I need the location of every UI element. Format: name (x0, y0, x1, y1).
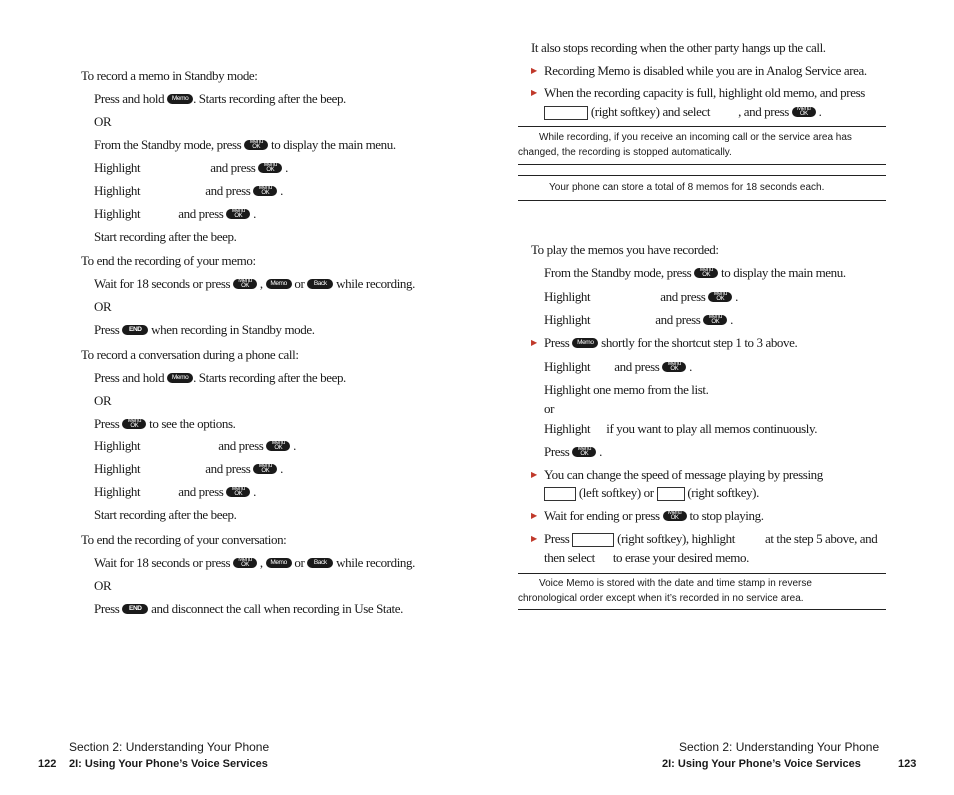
menu-ok-key-icon: Menu OK (662, 362, 686, 372)
menu-ok-key-icon: Menu OK (708, 292, 732, 302)
tip-line: Press Memo shortly for the shortcut step 1 to 3 above. (544, 335, 798, 350)
menu-ok-key-icon: Menu OK (226, 209, 250, 219)
softkey-label-box (544, 487, 576, 501)
note-divider (518, 164, 886, 165)
back-key-icon: Back (307, 558, 333, 568)
instruction-heading: To record a memo in Standby mode: (81, 68, 258, 83)
bullet-arrow-icon: ▶ (531, 338, 538, 347)
note-divider (518, 126, 886, 127)
tip-line: then select to erase your desired memo. (544, 550, 749, 565)
instruction-heading: To play the memos you have recorded: (531, 242, 719, 257)
step-line: From the Standby mode, press Menu OK to display the main menu. (94, 137, 396, 152)
menu-ok-key-icon: Menu OK (572, 447, 596, 457)
tip-line: (left softkey) or (right softkey). (544, 485, 759, 501)
page-number: 122 (38, 758, 57, 770)
menu-ok-key-icon: Menu OK (694, 268, 718, 278)
or-label: OR (94, 578, 112, 593)
note-text: While recording, if you receive an incoming call or the service area has (539, 132, 852, 143)
or-label: OR (94, 299, 112, 314)
step-line: Wait for 18 seconds or press Menu OK , Memo or Back while recording. (94, 555, 415, 570)
or-label: OR (94, 393, 112, 408)
footer-chapter: 2I: Using Your Phone’s Voice Services (662, 758, 861, 770)
tip-line: You can change the speed of message playing by pressing (544, 467, 823, 482)
footer-chapter: 2I: Using Your Phone’s Voice Services (69, 758, 268, 770)
bullet-arrow-icon: ▶ (531, 470, 538, 479)
memo-key-icon: Memo (572, 338, 598, 348)
step-line: Press END when recording in Standby mode. (94, 322, 315, 337)
tip-line: (right softkey) and select , and press Menu OK . (544, 104, 821, 120)
step-line: Start recording after the beep. (94, 507, 237, 522)
menu-ok-key-icon: Menu OK (792, 107, 816, 117)
note-divider (518, 175, 886, 176)
step-line: Highlight and press Menu OK . (94, 438, 296, 453)
note-text: Voice Memo is stored with the date and time stamp in reverse (539, 578, 812, 589)
menu-ok-key-icon: Menu OK (122, 419, 146, 429)
tip-line: Press (right softkey), highlight at the step 5 above, and (544, 531, 878, 546)
note-text: Your phone can store a total of 8 memos for 18 seconds each. (549, 182, 825, 193)
bullet-arrow-icon: ▶ (531, 511, 538, 520)
footer-section: Section 2: Understanding Your Phone (679, 740, 880, 754)
step-line: Highlight and press Menu OK . (94, 160, 288, 175)
step-line: Highlight and press Menu OK . (94, 461, 283, 476)
step-line: Highlight if you want to play all memos continuously. (544, 421, 818, 436)
softkey-label-box (572, 533, 614, 547)
menu-ok-key-icon: Menu OK (226, 487, 250, 497)
note-text: chronological order except when it’s recorded in no service area. (518, 593, 804, 604)
footer-section: Section 2: Understanding Your Phone (69, 740, 270, 754)
softkey-label-box (544, 106, 588, 120)
menu-ok-key-icon: Menu OK (703, 315, 727, 325)
menu-ok-key-icon: Menu OK (253, 186, 277, 196)
menu-ok-key-icon: Menu OK (266, 441, 290, 451)
menu-ok-key-icon: Menu OK (253, 464, 277, 474)
step-line: Highlight one memo from the list. (544, 382, 709, 397)
step-line: Wait for 18 seconds or press Menu OK , Memo or Back while recording. (94, 276, 415, 291)
memo-key-icon: Memo (167, 94, 193, 104)
tip-line: When the recording capacity is full, highlight old memo, and press (544, 85, 865, 100)
step-line: Highlight and press Menu OK . (544, 289, 738, 304)
instruction-heading: To record a conversation during a phone call: (81, 347, 299, 362)
menu-ok-key-icon: Menu OK (233, 558, 257, 568)
step-line: Press and hold Memo . Starts recording after the beep. (94, 370, 346, 385)
bullet-arrow-icon: ▶ (531, 66, 538, 75)
menu-ok-key-icon: Menu OK (233, 279, 257, 289)
back-key-icon: Back (307, 279, 333, 289)
step-line: Highlight and press Menu OK . (544, 359, 692, 374)
page-number: 123 (898, 758, 917, 770)
bullet-arrow-icon: ▶ (531, 88, 538, 97)
step-line: From the Standby mode, press Menu OK to display the main menu. (544, 265, 846, 280)
memo-key-icon: Memo (266, 279, 292, 289)
body-text: It also stops recording when the other party hangs up the call. (531, 40, 826, 55)
menu-ok-key-icon: Menu OK (244, 140, 268, 150)
step-line: Highlight and press Menu OK . (544, 312, 733, 327)
menu-ok-key-icon: Menu OK (258, 163, 282, 173)
menu-ok-key-icon: Menu OK (663, 511, 687, 521)
memo-key-icon: Memo (167, 373, 193, 383)
step-line: Highlight and press Menu OK . (94, 183, 283, 198)
step-line: Press END and disconnect the call when recording in Use State. (94, 601, 403, 616)
note-divider (518, 200, 886, 201)
end-key-icon: END (122, 604, 148, 614)
step-line: Press Menu OK to see the options. (94, 416, 236, 431)
step-line: Press and hold Memo . Starts recording after the beep. (94, 91, 346, 106)
step-line: Highlight and press Menu OK . (94, 206, 256, 221)
end-key-icon: END (122, 325, 148, 335)
note-divider (518, 609, 886, 610)
note-divider (518, 573, 886, 574)
step-line: Press Menu OK . (544, 444, 603, 459)
or-label: OR (94, 114, 112, 129)
memo-key-icon: Memo (266, 558, 292, 568)
softkey-label-box (657, 487, 685, 501)
or-label: or (544, 401, 555, 416)
tip-line: Wait for ending or press Menu OK to stop playing. (544, 508, 764, 523)
bullet-arrow-icon: ▶ (531, 534, 538, 543)
instruction-heading: To end the recording of your memo: (81, 253, 256, 268)
note-text: changed, the recording is stopped automatically. (518, 147, 732, 158)
tip-line: Recording Memo is disabled while you are in Analog Service area. (544, 63, 867, 78)
step-line: Start recording after the beep. (94, 229, 237, 244)
instruction-heading: To end the recording of your conversation: (81, 532, 287, 547)
step-line: Highlight and press Menu OK . (94, 484, 256, 499)
